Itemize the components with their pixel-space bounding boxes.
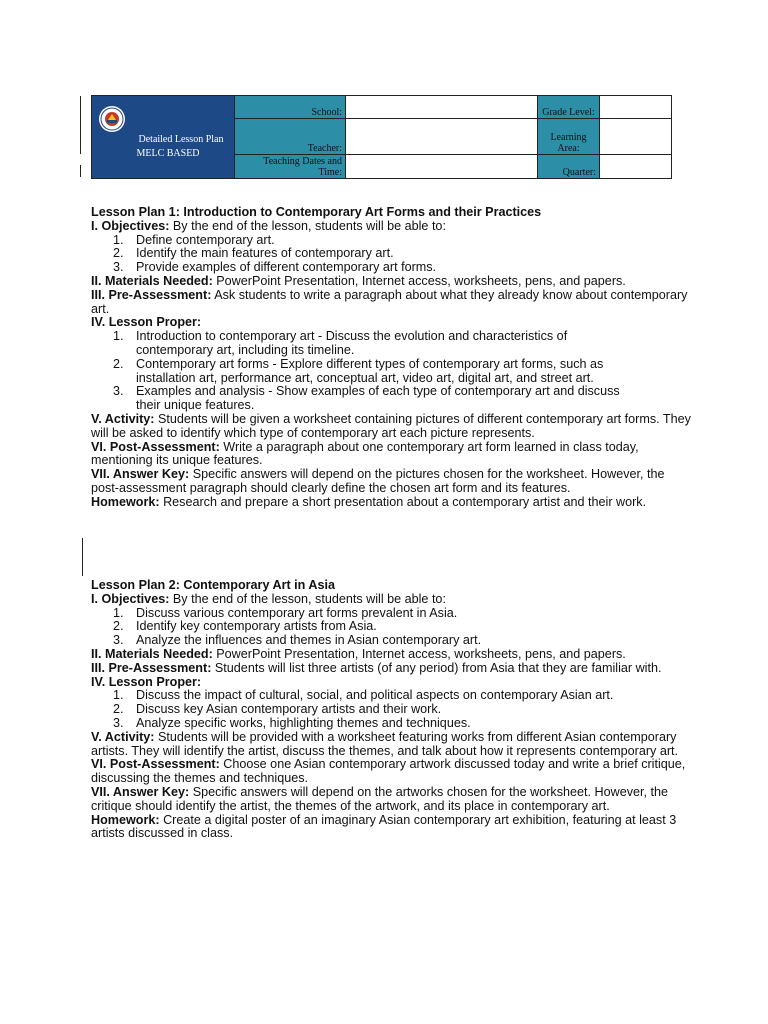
activity-section: V. Activity: Students will be given a worksheet containing pictures of different contemporary art forms. They will be asked to identify which type of contemporary art each picture represents.	[91, 411, 691, 440]
lesson-title: Lesson Plan 1: Introduction to Contemporary Art Forms and their Practices	[91, 205, 542, 219]
section-text: By the end of the lesson, students will be able to:	[169, 218, 446, 233]
lesson-proper-section: IV. Lesson Proper:	[91, 674, 202, 689]
list-item: 3. Examples and analysis - Show examples of each type of contemporary art and discuss their unique features.	[113, 384, 620, 413]
list-item: 1. Discuss the impact of cultural, social, and political aspects on contemporary Asian art.	[113, 688, 614, 703]
lesson-proper-list	[91, 330, 691, 413]
objectives-section: I. Objectives: By the end of the lesson, students will be able to:	[91, 591, 446, 606]
lesson-plan-1	[91, 206, 691, 510]
materials-section: II. Materials Needed: PowerPoint Presentation, Internet access, worksheets, pens, and papers.	[91, 646, 626, 661]
grade-level-field[interactable]	[600, 96, 672, 119]
objectives-section	[91, 220, 691, 234]
list-item: 3. Analyze specific works, highlighting themes and techniques.	[113, 715, 471, 730]
list-item: 3. Provide examples of different contemporary art forms.	[113, 260, 437, 275]
materials-section: II. Materials Needed: PowerPoint Presentation, Internet access, worksheets, pens, and papers.	[91, 273, 626, 288]
list-item: 2. Identify the main features of contemporary art.	[113, 246, 394, 261]
post-assessment-section: VI. Post-Assessment: Choose one Asian contemporary artwork discussed today and write a brief critique, discussing the themes and techniques.	[91, 757, 686, 786]
answer-key-section: VII. Answer Key: Specific answers will depend on the pictures chosen for the worksheet. However, the post-assessment paragraph should clearly define the chosen art form and its features.	[91, 467, 665, 495]
list-item: 3. Analyze the influences and themes in Asian contemporary art.	[113, 633, 482, 648]
lesson-plan-2	[91, 579, 691, 841]
section-label: I. Objectives:	[91, 218, 170, 233]
teaching-dates-label: Teaching Dates and Time:	[235, 155, 346, 179]
logo-cell	[92, 96, 235, 179]
learning-area-field[interactable]	[600, 119, 672, 155]
lesson-title: Lesson Plan 2: Contemporary Art in Asia	[91, 578, 335, 592]
post-assessment-section: VI. Post-Assessment: Write a paragraph about one contemporary art form learned in class today, mentioning its unique features.	[91, 439, 639, 468]
margin-bar	[80, 165, 81, 177]
lesson-proper-list	[91, 689, 691, 730]
list-item: 1. Introduction to contemporary art - Discuss the evolution and characteristics of contemporary art, including its timeline.	[113, 329, 568, 357]
deped-seal-icon	[98, 105, 126, 133]
list-item: 1. Define contemporary art.	[113, 232, 275, 247]
logo-title: Detailed Lesson Plan	[138, 133, 224, 145]
pre-assessment-section: III. Pre-Assessment: Students will list three artists (of any period) from Asia that they are familiar with.	[91, 660, 662, 675]
homework-section: Homework: Create a digital poster of an imaginary Asian contemporary art exhibition, featuring at least 3 artists discussed in class.	[91, 812, 677, 841]
answer-key-section: VII. Answer Key: Specific answers will depend on the artworks chosen for the worksheet. However, the critique should identify the artist, the themes of the artwork, and its place in contemporary art.	[91, 784, 669, 813]
margin-bar	[80, 96, 81, 154]
quarter-label: Quarter:	[538, 155, 600, 179]
header-table	[91, 95, 672, 179]
school-field[interactable]	[346, 96, 538, 119]
teacher-label: Teacher:	[235, 119, 346, 155]
list-item: 2. Contemporary art forms - Explore different types of contemporary art forms, such as installation art, performance art, conceptual art, video art, digital art, and street art.	[113, 356, 604, 385]
list-item: 2. Discuss key Asian contemporary artists and their work.	[113, 702, 442, 717]
margin-bar	[82, 538, 83, 576]
learning-area-label: Learning Area:	[538, 119, 600, 155]
teaching-dates-field[interactable]	[346, 155, 538, 179]
quarter-field[interactable]	[600, 155, 672, 179]
teacher-field[interactable]	[346, 119, 538, 155]
activity-section: V. Activity: Students will be provided with a worksheet featuring works from different Asian contemporary artists. They will identify the artist, discuss the themes, and talk about how it represents contemporary art.	[91, 729, 679, 758]
list-item: 2. Identify key contemporary artists from Asia.	[113, 619, 377, 634]
school-label: School:	[235, 96, 346, 119]
logo-subtitle: MELC BASED	[136, 147, 200, 159]
lesson-proper-section: IV. Lesson Proper:	[91, 315, 202, 330]
objectives-list	[91, 607, 691, 648]
pre-assessment-section: III. Pre-Assessment: Ask students to write a paragraph about what they already know about contemporary art.	[91, 287, 688, 316]
grade-level-label: Grade Level:	[538, 96, 600, 119]
objectives-list	[91, 234, 691, 275]
list-item: 1. Discuss various contemporary art forms prevalent in Asia.	[113, 605, 458, 620]
homework-section: Homework: Research and prepare a short presentation about a contemporary artist and their work.	[91, 494, 647, 509]
